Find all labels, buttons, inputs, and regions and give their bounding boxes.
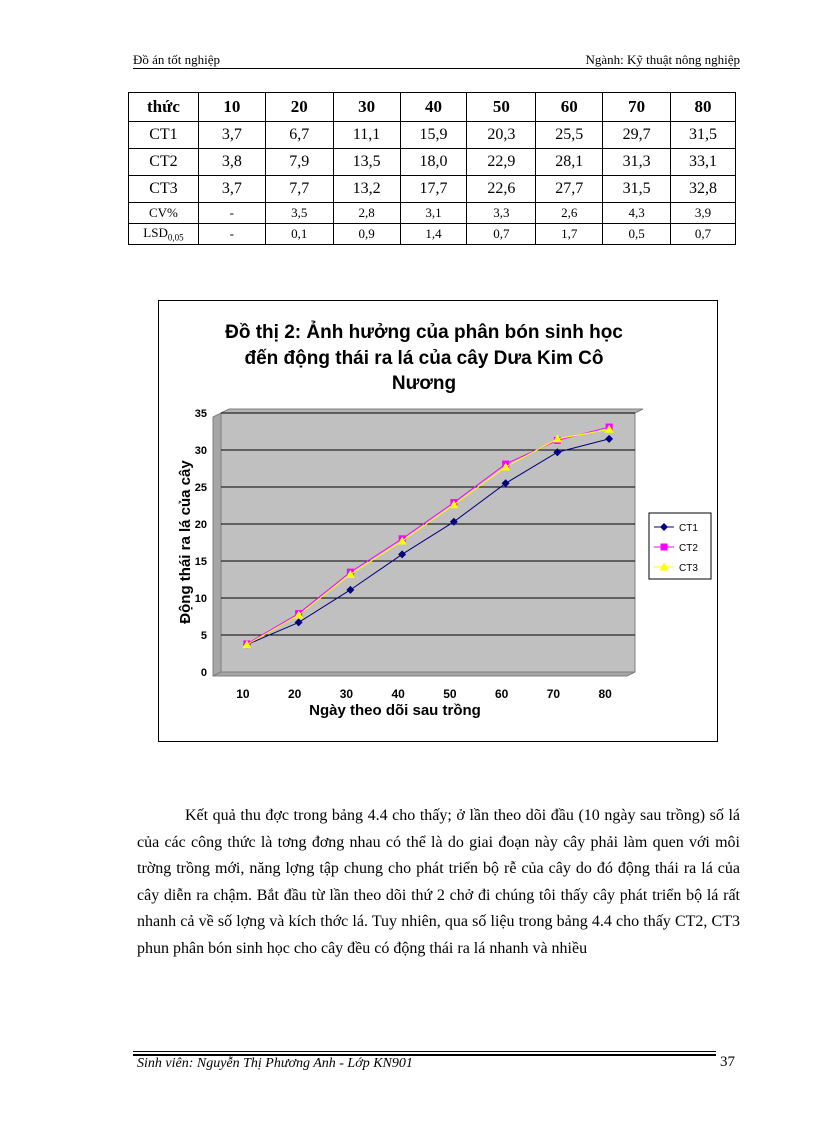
row-label: CT2: [129, 149, 199, 176]
body-paragraph: Kết quả thu đợc trong bảng 4.4 cho thấy; ở lần theo dõi đầu (10 ngày sau trồng) số lá của các công thức là tơng đơng nhau có thể là do giai đoạn này cây phải làm quen với môi trờng trồng mới, năng lợng tập chung cho phát triển bộ rễ của cây do đó động thái ra lá của cây diễn ra chậm. Bắt đầu từ lần theo dõi thứ 2 chở đi chúng tôi thấy cây phát triển bộ lá rất nhanh cả về số lợng và kích thớc lá. Tuy nhiên, qua số liệu trong bảng 4.4 cho thấy CT2, CT3 phun phân bón sinh học cho cây đều có động thái ra lá nhanh và nhiều: [137, 807, 740, 957]
x-tick-label: 80: [598, 687, 612, 701]
table-cell: 18,0: [400, 149, 467, 176]
table-cell: 28,1: [536, 149, 603, 176]
header-left-text: Đồ án tốt nghiệp: [133, 52, 221, 67]
table-header-cell: 60: [536, 93, 603, 122]
table-cell: 32,8: [671, 176, 736, 203]
table-header-cell: 10: [198, 93, 265, 122]
header-right-text: Ngành: Kỹ thuật nông nghiệp: [585, 52, 740, 67]
y-tick-label: 0: [200, 667, 207, 679]
line-chart: [159, 301, 717, 741]
table-cell: 3,7: [198, 122, 265, 149]
table-cell: 20,3: [467, 122, 536, 149]
table-cell: 22,9: [467, 149, 536, 176]
table-cell: 27,7: [536, 176, 603, 203]
y-tick-label: 15: [194, 556, 207, 568]
page-header: [133, 52, 740, 72]
y-tick-label: 30: [194, 445, 207, 457]
x-tick-label: 70: [546, 687, 561, 701]
legend-label: CT1: [679, 523, 698, 534]
plot-area: [221, 413, 635, 672]
table-cell: 0,5: [603, 224, 671, 245]
table-cell: 25,5: [536, 122, 603, 149]
table-cell: 31,3: [603, 149, 671, 176]
x-tick-label: 30: [339, 687, 354, 701]
table-cell: 0,1: [265, 224, 333, 245]
table-cell: 15,9: [400, 122, 467, 149]
x-tick-label: 20: [287, 687, 302, 701]
table-cell: 22,6: [467, 176, 536, 203]
table-header-cell: 40: [400, 93, 467, 122]
y-tick-label: 25: [194, 482, 207, 494]
table-header-cell: 50: [467, 93, 536, 122]
chart-title-line: Đồ thị 2: Ảnh hưởng của phân bón sinh học: [225, 322, 623, 343]
table-row: [129, 176, 736, 203]
table-cell: 7,9: [265, 149, 333, 176]
table-cell: 1,4: [400, 224, 467, 245]
table-cell: 2,8: [333, 203, 400, 224]
table-cell: 3,3: [467, 203, 536, 224]
table-header-cell: thức: [129, 93, 199, 122]
table-header-cell: 30: [333, 93, 400, 122]
chart-title-line: Nương: [391, 373, 457, 394]
table-row: [129, 224, 736, 245]
table-cell: 3,7: [198, 176, 265, 203]
table-cell: 0,7: [671, 224, 736, 245]
x-tick-label: 50: [443, 687, 457, 701]
x-axis-label: Ngày theo dõi sau trồng: [309, 702, 481, 719]
table-cell: 6,7: [265, 122, 333, 149]
page-number: 37: [720, 1054, 735, 1070]
table-cell: 11,1: [333, 122, 400, 149]
plot-wall-left: [213, 413, 221, 676]
footer-rule: [133, 1051, 716, 1052]
x-tick-label: 40: [391, 687, 405, 701]
y-tick-label: 10: [194, 593, 207, 605]
plot-wall-top: [221, 409, 643, 413]
row-label: CT1: [129, 122, 199, 149]
row-label: [129, 224, 199, 245]
row-label-main: LSD: [143, 225, 168, 241]
table-cell: 31,5: [603, 176, 671, 203]
row-label-subscript: 0,05: [167, 232, 184, 243]
table-row: [129, 149, 736, 176]
legend-marker: [661, 544, 668, 551]
table-cell: 0,9: [333, 224, 400, 245]
plot-floor: [213, 672, 635, 676]
table-cell: 0,7: [467, 224, 536, 245]
table-cell: 29,7: [603, 122, 671, 149]
table-cell: 31,5: [671, 122, 736, 149]
data-table: [128, 92, 736, 245]
table-cell: 33,1: [671, 149, 736, 176]
footer-student: Sinh viên: Nguyễn Thị Phương Anh - Lớp KN901: [137, 1056, 413, 1071]
legend-label: CT2: [679, 543, 698, 554]
table-cell: 4,3: [603, 203, 671, 224]
table-cell: 3,5: [265, 203, 333, 224]
table-cell: 2,6: [536, 203, 603, 224]
table-row: [129, 203, 736, 224]
table-cell: 3,1: [400, 203, 467, 224]
x-tick-label: 10: [236, 687, 250, 701]
y-tick-label: 5: [200, 630, 207, 642]
table-cell: 7,7: [265, 176, 333, 203]
row-label: CV%: [129, 203, 199, 224]
table-cell: 3,8: [198, 149, 265, 176]
table-row: [129, 122, 736, 149]
table-cell: 17,7: [400, 176, 467, 203]
table-header-cell: 70: [603, 93, 671, 122]
table-header-cell: 20: [265, 93, 333, 122]
y-tick-label: 20: [194, 519, 207, 531]
table-cell: 13,5: [333, 149, 400, 176]
y-axis-label: Động thái ra lá của cây: [177, 460, 194, 624]
x-tick-label: 60: [494, 687, 509, 701]
table-cell: 3,9: [671, 203, 736, 224]
chart-frame: [158, 300, 718, 742]
table-header-row: [129, 93, 736, 122]
y-tick-label: 35: [194, 408, 207, 420]
table-cell: -: [198, 224, 265, 245]
legend-label: CT3: [679, 563, 698, 574]
table-cell: 13,2: [333, 176, 400, 203]
table-cell: 1,7: [536, 224, 603, 245]
body-paragraph-block: [137, 803, 740, 963]
header-rule: [133, 68, 740, 69]
chart-title-line: đến động thái ra lá của cây Dưa Kim Cô: [244, 348, 604, 369]
table-cell: -: [198, 203, 265, 224]
table-header-cell: 80: [671, 93, 736, 122]
row-label: CT3: [129, 176, 199, 203]
